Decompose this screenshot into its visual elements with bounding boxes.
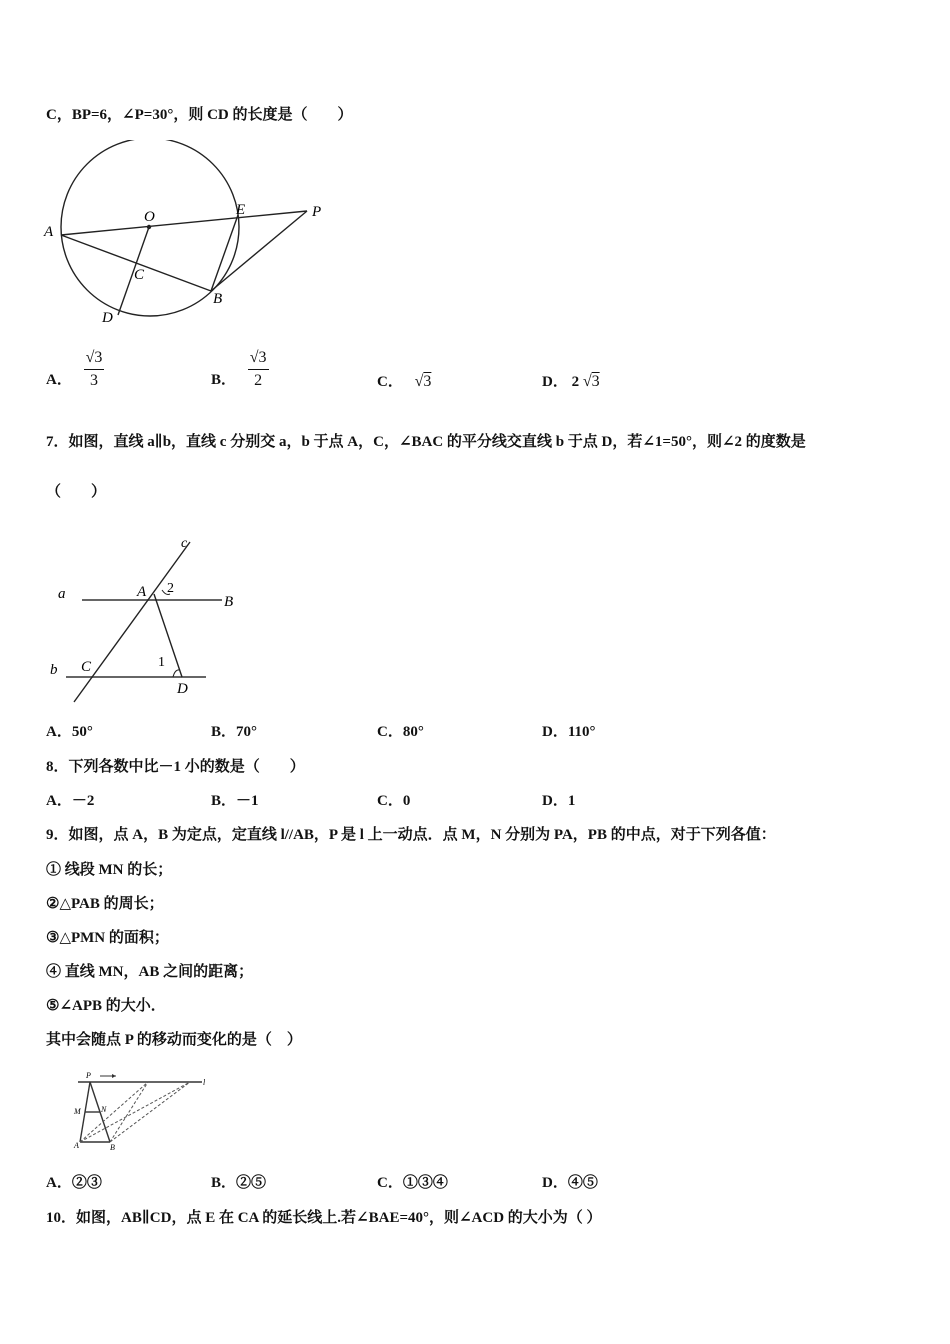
- q9-dash-4: [110, 1082, 190, 1142]
- q6-option-a-denominator: 3: [89, 372, 98, 390]
- q6-option-b-denominator: 2: [254, 372, 263, 390]
- q8-option-d[interactable]: D．1: [542, 793, 576, 809]
- q6-option-a-numerator: √3: [84, 349, 105, 370]
- q7-label-A: A: [137, 584, 147, 600]
- q6-option-c-radicand: 3: [423, 373, 432, 390]
- q6-option-a-letter: A．: [46, 372, 72, 388]
- q8-stem: 8．下列各数中比－1 小的数是（ ）: [46, 759, 305, 775]
- q9-option-c[interactable]: C．①③④: [377, 1175, 448, 1191]
- q7-angle1-arc: [173, 670, 180, 677]
- q9-item-2: ②△PAB 的周长；: [46, 896, 164, 912]
- q6-option-a[interactable]: [46, 349, 104, 390]
- q6-option-d[interactable]: [542, 370, 600, 391]
- q6-label-E: E: [236, 202, 246, 218]
- q6-option-b-fraction: [248, 349, 269, 390]
- q6-option-d-letter: D．: [542, 374, 568, 390]
- q7-label-c: c: [181, 536, 188, 551]
- q9-label-M: M: [74, 1107, 81, 1116]
- q6-option-c-letter: C．: [377, 374, 403, 390]
- q6-option-a-fraction: [84, 349, 105, 390]
- q6-option-c[interactable]: [377, 370, 431, 391]
- q9-option-a[interactable]: A．②③: [46, 1175, 102, 1191]
- q9-option-d[interactable]: D．④⑤: [542, 1175, 598, 1191]
- q7-stem: 7．如图，直线 a∥b，直线 c 分别交 a，b 于点 A，C，∠BAC 的平分线交直线 b 于点 D，若∠1=50°，则∠2 的度数是: [46, 434, 806, 450]
- q6-label-P: P: [312, 204, 322, 220]
- q8-options: [46, 789, 926, 813]
- q7-label-C: C: [81, 659, 92, 675]
- q9-item-1: ① 线段 MN 的长；: [46, 862, 173, 878]
- q9-item-5: ⑤∠APB 的大小．: [46, 998, 166, 1014]
- q9-label-l: l: [203, 1078, 206, 1087]
- q6-options: [46, 349, 926, 400]
- q6-stem: C，BP=6，∠P=30°，则 CD 的长度是（ ）: [46, 107, 353, 123]
- q6-line-ap: [61, 211, 307, 235]
- q9-dash-2: [110, 1082, 148, 1142]
- q7-label-a: a: [58, 586, 66, 602]
- q6-option-c-sqrt: √3: [414, 373, 432, 390]
- q9-label-A: A: [74, 1141, 79, 1150]
- q9-options: [46, 1171, 926, 1195]
- q7-option-b[interactable]: B．70°: [211, 724, 258, 740]
- q6-option-d-coefficient: 2: [571, 374, 580, 390]
- q6-center-dot: [147, 225, 151, 229]
- q8-option-b[interactable]: B．－1: [211, 793, 259, 809]
- q7-label-2: 2: [167, 581, 174, 596]
- q6-figure: [40, 140, 340, 335]
- q6-option-b-numerator: √3: [248, 349, 269, 370]
- q9-label-N: N: [101, 1105, 107, 1114]
- q6-label-O: O: [144, 209, 155, 225]
- q7-option-c[interactable]: C．80°: [377, 724, 424, 740]
- q8-option-a[interactable]: A．－2: [46, 793, 95, 809]
- q9-arrow-head: [112, 1074, 116, 1078]
- q9-label-P: P: [86, 1071, 91, 1080]
- q7-label-B: B: [224, 594, 234, 610]
- q6-option-b-letter: B．: [211, 372, 237, 388]
- q7-blank: （ ）: [46, 484, 107, 500]
- q7-label-1: 1: [158, 655, 165, 670]
- q9-figure: [70, 1068, 215, 1153]
- q6-label-C: C: [134, 267, 145, 283]
- q9-option-b[interactable]: B．②⑤: [211, 1175, 267, 1191]
- q6-label-D: D: [102, 310, 113, 326]
- q7-label-D: D: [177, 681, 188, 697]
- q7-option-a[interactable]: A．50°: [46, 724, 93, 740]
- q10-stem: 10．如图，AB∥CD，点 E 在 CA 的延长线上.若∠BAE=40°，则∠ACD 的大小为（ ）: [46, 1210, 602, 1226]
- q6-option-d-sqrt: √3: [582, 373, 600, 390]
- q6-label-A: A: [44, 224, 54, 240]
- q8-option-c[interactable]: C．0: [377, 793, 411, 809]
- q7-label-b: b: [50, 662, 58, 678]
- q9-stem: 9．如图，点 A，B 为定点，定直线 l//AB，P 是 l 上一动点．点 M，N 分别为 PA，PB 的中点，对于下列各值：: [46, 827, 776, 843]
- q6-option-d-radicand: 3: [591, 373, 600, 390]
- q9-item-4: ④ 直线 MN，AB 之间的距离；: [46, 964, 254, 980]
- q7-option-d[interactable]: D．110°: [542, 724, 596, 740]
- q9-item-3: ③△PMN 的面积；: [46, 930, 169, 946]
- q7-figure: [44, 534, 254, 704]
- q7-options: [46, 720, 926, 744]
- q6-label-B: B: [213, 291, 223, 307]
- q9-label-B: B: [110, 1143, 115, 1152]
- q6-option-b[interactable]: [211, 349, 269, 390]
- q9-question: 其中会随点 P 的移动而变化的是（ ）: [46, 1032, 302, 1048]
